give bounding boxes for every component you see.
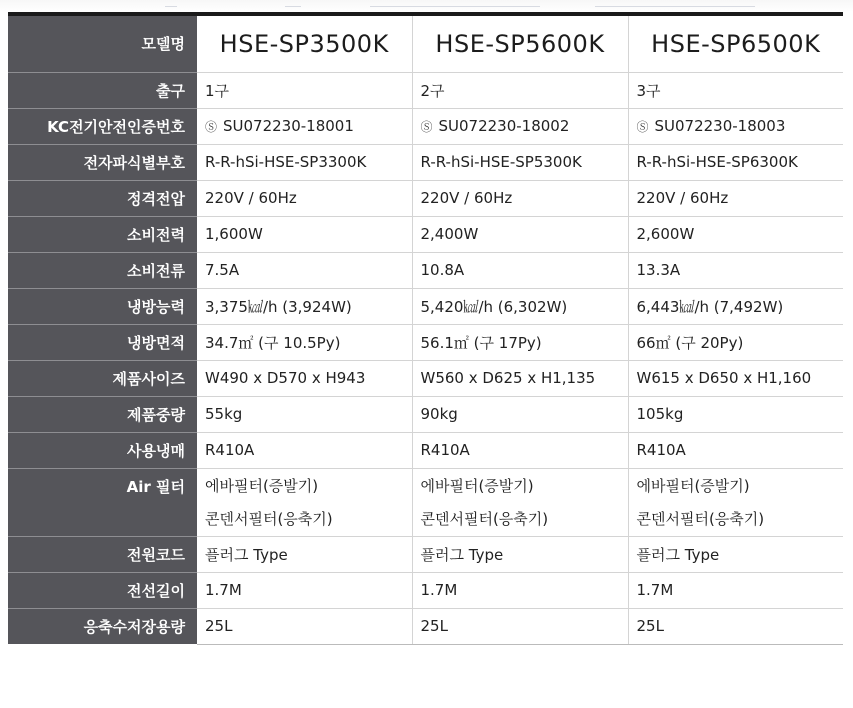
spec-value: 25L bbox=[412, 608, 628, 644]
spec-value: 플러그 Type bbox=[197, 536, 412, 572]
top-fragment bbox=[165, 0, 177, 7]
spec-value: 3구 bbox=[628, 72, 843, 108]
kc-number: SU072230-18001 bbox=[223, 117, 354, 135]
spec-value: 220V / 60Hz bbox=[628, 180, 843, 216]
spec-value: W615 x D650 x H1,160 bbox=[628, 360, 843, 396]
row-label: 제품중량 bbox=[8, 396, 197, 432]
spec-value: 2구 bbox=[412, 72, 628, 108]
spec-value: 25L bbox=[628, 608, 843, 644]
model-label: 모델명 bbox=[8, 16, 197, 72]
spec-value: 66㎡ (구 20Py) bbox=[628, 324, 843, 360]
spec-row bbox=[8, 72, 843, 108]
spec-row-air-filter bbox=[8, 468, 843, 502]
spec-value: 13.3A bbox=[628, 252, 843, 288]
spec-value bbox=[628, 108, 843, 144]
spec-value: 55kg bbox=[197, 396, 412, 432]
row-label: 제품사이즈 bbox=[8, 360, 197, 396]
spec-row bbox=[8, 432, 843, 468]
spec-row bbox=[8, 144, 843, 180]
spec-row bbox=[8, 288, 843, 324]
spec-value: R410A bbox=[412, 432, 628, 468]
row-label: 전원코드 bbox=[8, 536, 197, 572]
top-strip bbox=[0, 0, 853, 12]
spec-value: 6,443㎉/h (7,492W) bbox=[628, 288, 843, 324]
model-row bbox=[8, 16, 843, 72]
spec-value: 에바필터(증발기) bbox=[628, 468, 843, 502]
row-label: 응축수저장용량 bbox=[8, 608, 197, 644]
spec-row bbox=[8, 572, 843, 608]
spec-value: R410A bbox=[628, 432, 843, 468]
row-label: 출구 bbox=[8, 72, 197, 108]
spec-row bbox=[8, 396, 843, 432]
spec-value bbox=[412, 108, 628, 144]
spec-row bbox=[8, 536, 843, 572]
spec-row bbox=[8, 108, 843, 144]
row-label: KC전기안전인증번호 bbox=[8, 108, 197, 144]
model-name: HSE-SP6500K bbox=[628, 16, 843, 72]
spec-row bbox=[8, 180, 843, 216]
spec-value: R-R-hSi-HSE-SP5300K bbox=[412, 144, 628, 180]
spec-value: 1구 bbox=[197, 72, 412, 108]
spec-value: 220V / 60Hz bbox=[412, 180, 628, 216]
spec-value: 10.8A bbox=[412, 252, 628, 288]
spec-value: W490 x D570 x H943 bbox=[197, 360, 412, 396]
spec-value: 콘덴서필터(응축기) bbox=[412, 502, 628, 536]
top-fragment bbox=[595, 0, 755, 7]
row-label: 전자파식별부호 bbox=[8, 144, 197, 180]
kc-certification-icon: Ⓢ bbox=[636, 120, 649, 134]
spec-value: 90kg bbox=[412, 396, 628, 432]
row-label: Air 필터 bbox=[8, 468, 197, 536]
spec-row bbox=[8, 608, 843, 644]
spec-value: 7.5A bbox=[197, 252, 412, 288]
spec-value: 플러그 Type bbox=[628, 536, 843, 572]
spec-value: 에바필터(증발기) bbox=[412, 468, 628, 502]
spec-row bbox=[8, 216, 843, 252]
row-label: 전선길이 bbox=[8, 572, 197, 608]
spec-row bbox=[8, 252, 843, 288]
kc-certification-icon: Ⓢ bbox=[420, 120, 433, 134]
spec-table bbox=[8, 16, 843, 645]
spec-value: 25L bbox=[197, 608, 412, 644]
top-fragment bbox=[285, 0, 301, 7]
spec-value: 220V / 60Hz bbox=[197, 180, 412, 216]
spec-value: 1,600W bbox=[197, 216, 412, 252]
spec-row bbox=[8, 360, 843, 396]
row-label: 냉방능력 bbox=[8, 288, 197, 324]
spec-value: 3,375㎉/h (3,924W) bbox=[197, 288, 412, 324]
row-label: 정격전압 bbox=[8, 180, 197, 216]
spec-value: 1.7M bbox=[412, 572, 628, 608]
spec-value: R-R-hSi-HSE-SP3300K bbox=[197, 144, 412, 180]
spec-value: 56.1㎡ (구 17Py) bbox=[412, 324, 628, 360]
spec-value: 2,400W bbox=[412, 216, 628, 252]
spec-value: 플러그 Type bbox=[412, 536, 628, 572]
spec-value: R-R-hSi-HSE-SP6300K bbox=[628, 144, 843, 180]
top-fragment bbox=[370, 0, 540, 7]
spec-value: W560 x D625 x H1,135 bbox=[412, 360, 628, 396]
spec-value: 콘덴서필터(응축기) bbox=[628, 502, 843, 536]
spec-value: R410A bbox=[197, 432, 412, 468]
row-label: 사용냉매 bbox=[8, 432, 197, 468]
kc-certification-icon: Ⓢ bbox=[205, 120, 218, 134]
row-label: 소비전류 bbox=[8, 252, 197, 288]
spec-value: 34.7㎡ (구 10.5Py) bbox=[197, 324, 412, 360]
spec-value: 5,420㎉/h (6,302W) bbox=[412, 288, 628, 324]
kc-number: SU072230-18003 bbox=[654, 117, 786, 135]
model-name: HSE-SP3500K bbox=[197, 16, 412, 72]
kc-number: SU072230-18002 bbox=[438, 117, 570, 135]
row-label: 냉방면적 bbox=[8, 324, 197, 360]
spec-value: 1.7M bbox=[628, 572, 843, 608]
spec-value: 1.7M bbox=[197, 572, 412, 608]
spec-value: 에바필터(증발기) bbox=[205, 476, 319, 495]
spec-value: 2,600W bbox=[628, 216, 843, 252]
row-label: 소비전력 bbox=[8, 216, 197, 252]
spec-value bbox=[197, 108, 412, 144]
spec-value: 콘덴서필터(응축기) bbox=[197, 502, 412, 536]
spec-value: 105kg bbox=[628, 396, 843, 432]
spec-row bbox=[8, 324, 843, 360]
model-name: HSE-SP5600K bbox=[412, 16, 628, 72]
